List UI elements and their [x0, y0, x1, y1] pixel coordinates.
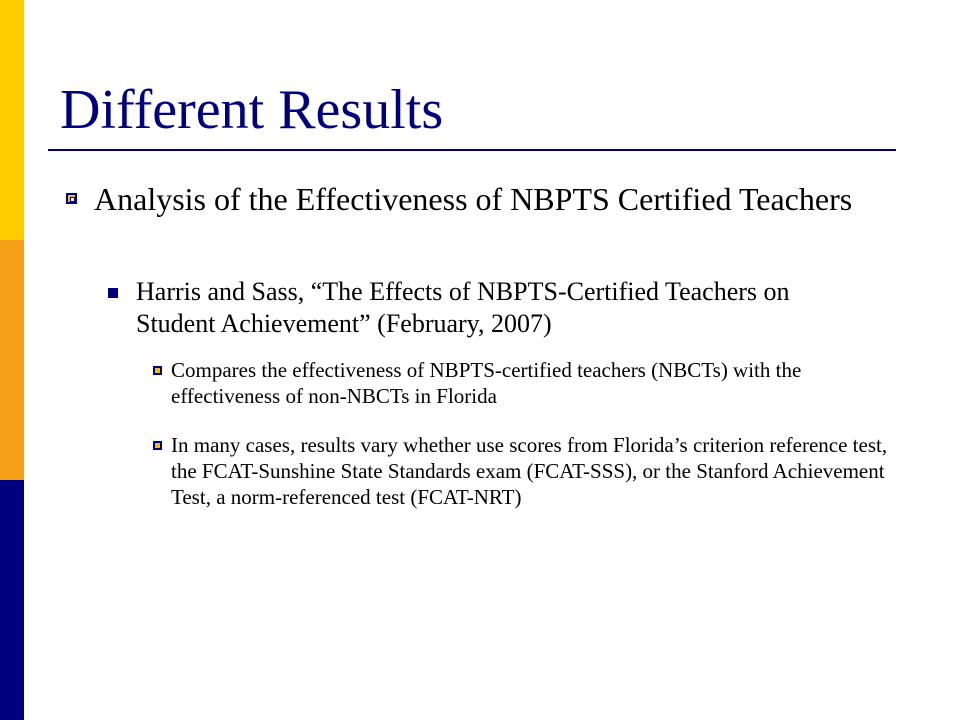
bullet-level-1: Analysis of the Effectiveness of NBPTS Certified Teachers: [94, 181, 853, 217]
side-bar-navy: [0, 480, 24, 720]
bullet-level-3: In many cases, results vary whether use scores from Florida’s criterion reference test, the FCAT-Sunshine State Standards exam (FCAT-SSS), or the Stanford Achievement Test, a norm-referenced test (FCAT-NRT): [171, 433, 888, 509]
slide-title: Different Results: [60, 79, 444, 141]
side-bar-orange: [0, 240, 24, 480]
bullet-square-icon: [66, 193, 77, 204]
bullet-square-icon: [153, 366, 162, 375]
bullet-level-2: Harris and Sass, “The Effects of NBPTS-Certified Teachers on Student Achievement” (February, 2007): [136, 277, 790, 338]
side-bar-yellow: [0, 0, 24, 240]
bullet-filled-square-icon: [108, 288, 118, 298]
title-underline: [48, 149, 896, 151]
bullet-level-3: Compares the effectiveness of NBPTS-certified teachers (NBCTs) with the effectiveness of non-NBCTs in Florida: [171, 358, 802, 408]
bullet-square-icon: [153, 441, 162, 450]
